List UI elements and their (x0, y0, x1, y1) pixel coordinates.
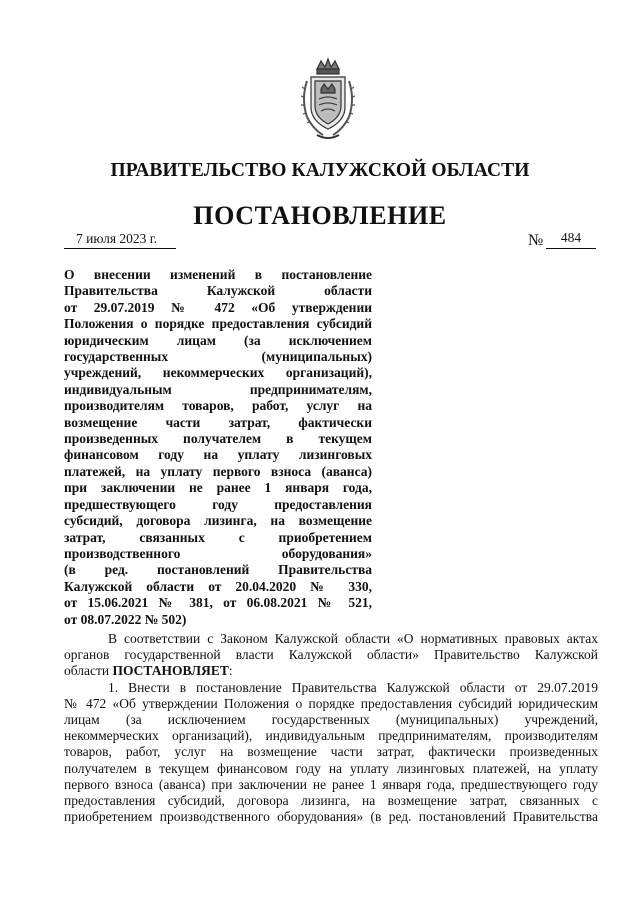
subject-line: произведенных получателем в текущем (64, 431, 372, 447)
subject-line: от 08.07.2022 № 502) (64, 611, 187, 627)
body-line: № 472 «Об утверждении Положения о порядке предоставления субсидий юридическим (64, 695, 598, 711)
subject-line: возмещение части затрат, фактически (64, 414, 372, 430)
subject-line: О внесении изменений в постановление (64, 267, 372, 282)
subject-line: Правительства Калужской области (64, 283, 372, 299)
subject-line: учреждений, некоммерческих организаций), (64, 365, 372, 381)
subject-line: государственных (муниципальных) (64, 349, 372, 365)
subject-line: затрат, связанных с приобретением (64, 529, 372, 545)
body-line: получателем в текущем финансовом году на уплату лизинговых платежей, на уплату (64, 760, 598, 776)
document-subject (64, 267, 372, 628)
subject-line: производителям товаров, работ, услуг на (64, 398, 372, 414)
body-line: лицам (за исключением государственных (муниципальных) учреждений, (64, 712, 598, 728)
body-line: приобретением производственного оборудования» (в ред. постановлений Правительства (64, 809, 598, 825)
body-line: органов государственной власти Калужской области» Правительство Калужской (64, 647, 598, 663)
kaluga-coat-of-arms-icon (297, 55, 359, 143)
subject-line: юридическим лицам (за исключением (64, 332, 372, 348)
subject-line: платежей, на уплату первого взноса (аванса) (64, 463, 372, 479)
body-line: 1. Внести в постановление Правительства Калужской области от 29.07.2019 (108, 679, 598, 695)
subject-line: индивидуальным предпринимателям, (64, 381, 372, 397)
subject-line: от 29.07.2019 № 472 «Об утверждении (64, 299, 372, 315)
subject-line: Положения о порядке предоставления субсидий (64, 316, 372, 332)
body-text: области (64, 663, 110, 679)
subject-line: Калужской области от 20.04.2020 № 330, (64, 578, 372, 594)
subject-line: предшествующего году предоставления (64, 496, 372, 512)
subject-line: производственного оборудования» (64, 545, 372, 561)
body-line: некоммерческих организаций), индивидуальным предпринимателям, производителям (64, 728, 598, 744)
body-line: В соответствии с Законом Калужской области «О нормативных правовых актах (108, 631, 598, 646)
body-line: предоставления субсидий, договора лизинга, на возмещение затрат, связанных с (64, 793, 598, 809)
subject-line: при заключении не ранее 1 января года, (64, 480, 372, 496)
paragraph-1 (64, 680, 598, 826)
resolves-keyword: ПОСТАНОВЛЯЕТ (112, 663, 229, 679)
subject-line: субсидий, договора лизинга, на возмещение (64, 513, 372, 529)
number-label: № (528, 232, 544, 249)
document-type-title: ПОСТАНОВЛЕНИЕ (193, 201, 447, 230)
body-text: : (228, 663, 233, 679)
document-date: 7 июля 2023 г. (64, 232, 176, 249)
subject-line: от 15.06.2021 № 381, от 06.08.2021 № 521, (64, 595, 372, 611)
organization-title: ПРАВИТЕЛЬСТВО КАЛУЖСКОЙ ОБЛАСТИ (110, 160, 530, 181)
body-line: первого взноса (аванса) при заключении не ранее 1 января года, предшествующего году (64, 776, 598, 792)
subject-line: финансовом году на уплату лизинговых (64, 447, 372, 463)
body-line (64, 663, 598, 679)
subject-line: (в ред. постановлений Правительства (64, 562, 372, 578)
body-line: товаров, работ, услуг на возмещение части затрат, фактически произведенных (64, 744, 598, 760)
document-number: 484 (546, 230, 596, 249)
document-body (64, 631, 598, 825)
